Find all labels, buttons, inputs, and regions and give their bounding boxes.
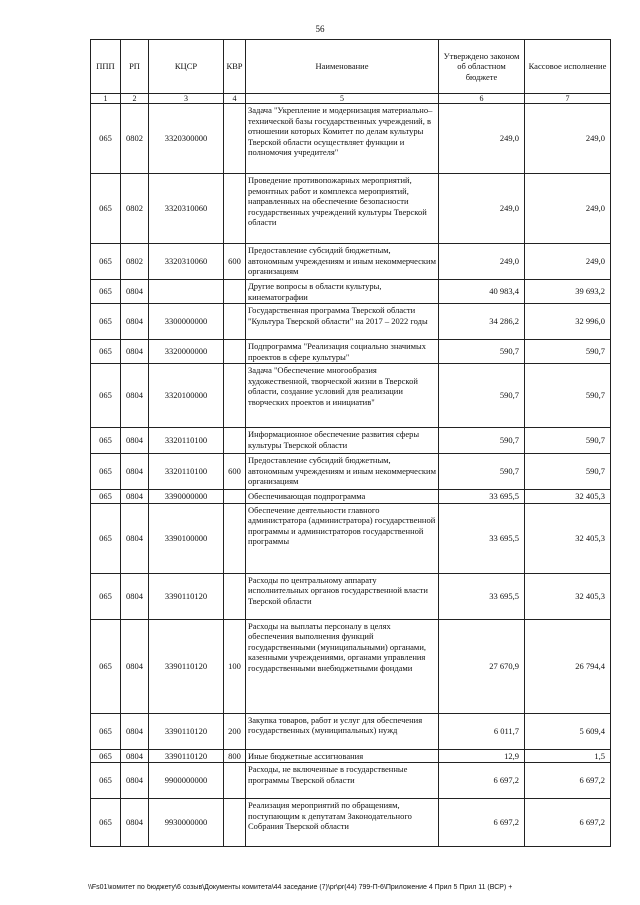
cell-kcsr: 3320000000 — [149, 340, 224, 364]
cell-kcsr: 3320310060 — [149, 244, 224, 280]
cell-name: Проведение противопожарных мероприятий, ремонтных работ и комплекса мероприятий, направленных на обеспечение безопасности государственных учреждений культуры Тверской области — [246, 174, 439, 244]
cell-kcsr: 3320110100 — [149, 428, 224, 454]
cell-executed: 590,7 — [525, 364, 611, 428]
table-row — [91, 763, 611, 799]
cell-ppp: 065 — [91, 573, 121, 619]
cell-kcsr: 3390110120 — [149, 573, 224, 619]
table-row — [91, 799, 611, 847]
header-kcsr: КЦСР — [149, 40, 224, 94]
cell-ppp: 065 — [91, 340, 121, 364]
cell-kcsr: 3390100000 — [149, 503, 224, 573]
cell-executed: 32 405,3 — [525, 573, 611, 619]
cell-kvr — [224, 340, 246, 364]
cell-executed: 249,0 — [525, 174, 611, 244]
cell-ppp: 065 — [91, 174, 121, 244]
cell-executed: 249,0 — [525, 244, 611, 280]
table-row — [91, 104, 611, 174]
cell-ppp: 065 — [91, 619, 121, 713]
cell-approved: 34 286,2 — [439, 304, 525, 340]
table-row — [91, 428, 611, 454]
cell-rp: 0804 — [121, 490, 149, 504]
cell-name: Задача "Укрепление и модернизация материально–технической базы государственных учреждений, в отношении которых Комитет по делам культуры Тверской области осуществляет функции и полномочия учредителя" — [246, 104, 439, 174]
cell-name: Обеспечивающая подпрограмма — [246, 490, 439, 504]
column-number: 7 — [525, 94, 611, 104]
table-row — [91, 304, 611, 340]
cell-ppp: 065 — [91, 799, 121, 847]
cell-ppp: 065 — [91, 490, 121, 504]
cell-approved: 590,7 — [439, 454, 525, 490]
cell-rp: 0804 — [121, 713, 149, 749]
cell-rp: 0802 — [121, 244, 149, 280]
cell-approved: 590,7 — [439, 428, 525, 454]
cell-executed: 5 609,4 — [525, 713, 611, 749]
cell-name: Расходы по центральному аппарату исполнительных органов государственной власти Тверской области — [246, 573, 439, 619]
cell-approved: 27 670,9 — [439, 619, 525, 713]
cell-kvr — [224, 428, 246, 454]
cell-kvr — [224, 304, 246, 340]
cell-name: Обеспечение деятельности главного администратора (администратора) государственной программы и администраторов государственной программы — [246, 503, 439, 573]
cell-rp: 0804 — [121, 503, 149, 573]
header-approved: Утверждено законом об областном бюджете — [439, 40, 525, 94]
column-number: 4 — [224, 94, 246, 104]
cell-kcsr: 3300000000 — [149, 304, 224, 340]
footer-file-path: \\Fs01\комитет по бюджету\6 созыв\Документы комитета\44 заседание (7)\pr\pr(44) 799-П-6\Приложение 4 Прил 5 Прил 11 (ВСР) + — [88, 884, 513, 891]
table-row — [91, 364, 611, 428]
cell-ppp: 065 — [91, 713, 121, 749]
cell-kcsr: 3390000000 — [149, 490, 224, 504]
cell-rp: 0804 — [121, 749, 149, 763]
cell-executed: 6 697,2 — [525, 799, 611, 847]
cell-approved: 249,0 — [439, 174, 525, 244]
table-row — [91, 174, 611, 244]
cell-ppp: 065 — [91, 428, 121, 454]
cell-kcsr: 3320300000 — [149, 104, 224, 174]
cell-approved: 249,0 — [439, 104, 525, 174]
cell-kcsr: 3390110120 — [149, 749, 224, 763]
cell-executed: 590,7 — [525, 454, 611, 490]
cell-rp: 0804 — [121, 280, 149, 304]
column-number: 2 — [121, 94, 149, 104]
header-rp: РП — [121, 40, 149, 94]
cell-name: Предоставление субсидий бюджетным, автономным учреждениям и иным некоммерческим организациям — [246, 454, 439, 490]
table-row — [91, 713, 611, 749]
cell-kcsr: 3390110120 — [149, 713, 224, 749]
cell-approved: 6 697,2 — [439, 799, 525, 847]
cell-kcsr: 3320110100 — [149, 454, 224, 490]
cell-approved: 33 695,5 — [439, 503, 525, 573]
table-row — [91, 503, 611, 573]
cell-name: Предоставление субсидий бюджетным, автономным учреждениям и иным некоммерческим организациям — [246, 244, 439, 280]
cell-executed: 32 405,3 — [525, 503, 611, 573]
table-row — [91, 280, 611, 304]
budget-table — [90, 39, 611, 847]
cell-ppp: 065 — [91, 763, 121, 799]
cell-kcsr: 3320310060 — [149, 174, 224, 244]
cell-executed: 590,7 — [525, 428, 611, 454]
column-number: 5 — [246, 94, 439, 104]
cell-rp: 0802 — [121, 174, 149, 244]
cell-ppp: 065 — [91, 280, 121, 304]
cell-kvr — [224, 763, 246, 799]
cell-kcsr — [149, 280, 224, 304]
cell-name: Реализация мероприятий по обращениям, поступающим к депутатам Законодательного Собрания Тверской области — [246, 799, 439, 847]
cell-executed: 249,0 — [525, 104, 611, 174]
table-header-row — [91, 40, 611, 94]
cell-ppp: 065 — [91, 454, 121, 490]
column-number-row — [91, 94, 611, 104]
cell-name: Другие вопросы в области культуры, кинематографии — [246, 280, 439, 304]
cell-kvr — [224, 104, 246, 174]
cell-kvr: 100 — [224, 619, 246, 713]
cell-approved: 590,7 — [439, 364, 525, 428]
cell-kvr: 200 — [224, 713, 246, 749]
cell-approved: 6 011,7 — [439, 713, 525, 749]
cell-kvr — [224, 799, 246, 847]
table-row — [91, 749, 611, 763]
cell-kvr — [224, 174, 246, 244]
cell-kvr — [224, 280, 246, 304]
cell-kvr — [224, 364, 246, 428]
cell-executed: 39 693,2 — [525, 280, 611, 304]
table-row — [91, 573, 611, 619]
cell-executed: 32 405,3 — [525, 490, 611, 504]
cell-rp: 0804 — [121, 364, 149, 428]
cell-kcsr: 3320100000 — [149, 364, 224, 428]
cell-kvr — [224, 573, 246, 619]
cell-executed: 6 697,2 — [525, 763, 611, 799]
cell-approved: 6 697,2 — [439, 763, 525, 799]
cell-executed: 26 794,4 — [525, 619, 611, 713]
cell-rp: 0802 — [121, 104, 149, 174]
header-name: Наименование — [246, 40, 439, 94]
header-ppp: ППП — [91, 40, 121, 94]
cell-rp: 0804 — [121, 304, 149, 340]
header-executed: Кассовое исполнение — [525, 40, 611, 94]
cell-ppp: 065 — [91, 749, 121, 763]
cell-approved: 590,7 — [439, 340, 525, 364]
cell-kcsr: 9930000000 — [149, 799, 224, 847]
column-number: 6 — [439, 94, 525, 104]
cell-ppp: 065 — [91, 503, 121, 573]
cell-ppp: 065 — [91, 304, 121, 340]
cell-name: Подпрограмма "Реализация социально значимых проектов в сфере культуры" — [246, 340, 439, 364]
cell-kcsr: 3390110120 — [149, 619, 224, 713]
header-kvr: КВР — [224, 40, 246, 94]
cell-executed: 1,5 — [525, 749, 611, 763]
page-number: 56 — [315, 24, 325, 34]
column-number: 3 — [149, 94, 224, 104]
cell-name: Информационное обеспечение развития сферы культуры Тверской области — [246, 428, 439, 454]
cell-executed: 32 996,0 — [525, 304, 611, 340]
cell-kcsr: 9900000000 — [149, 763, 224, 799]
cell-name: Закупка товаров, работ и услуг для обеспечения государственных (муниципальных) нужд — [246, 713, 439, 749]
cell-rp: 0804 — [121, 619, 149, 713]
cell-rp: 0804 — [121, 763, 149, 799]
cell-ppp: 065 — [91, 244, 121, 280]
cell-name: Государственная программа Тверской области "Культура Тверской области" на 2017 – 2022 годы — [246, 304, 439, 340]
table-row — [91, 340, 611, 364]
cell-rp: 0804 — [121, 428, 149, 454]
table-body — [91, 104, 611, 847]
cell-kvr: 800 — [224, 749, 246, 763]
table-row — [91, 490, 611, 504]
table-row — [91, 619, 611, 713]
cell-kvr — [224, 503, 246, 573]
cell-name: Задача "Обеспечение многообразия художественной, творческой жизни в Тверской области, создание условий для реализации творческих проектов и инициатив" — [246, 364, 439, 428]
table-row — [91, 454, 611, 490]
cell-rp: 0804 — [121, 340, 149, 364]
table-row — [91, 244, 611, 280]
cell-kvr — [224, 490, 246, 504]
cell-kvr: 600 — [224, 244, 246, 280]
cell-kvr: 600 — [224, 454, 246, 490]
cell-executed: 590,7 — [525, 340, 611, 364]
cell-name: Расходы на выплаты персоналу в целях обеспечения выполнения функций государственными (муниципальными) органами, казенными учреждениями, органами управления государственными внебюджетными фондами — [246, 619, 439, 713]
cell-approved: 249,0 — [439, 244, 525, 280]
cell-ppp: 065 — [91, 364, 121, 428]
cell-name: Иные бюджетные ассигнования — [246, 749, 439, 763]
cell-rp: 0804 — [121, 454, 149, 490]
cell-approved: 33 695,5 — [439, 573, 525, 619]
cell-ppp: 065 — [91, 104, 121, 174]
cell-approved: 40 983,4 — [439, 280, 525, 304]
cell-approved: 12,9 — [439, 749, 525, 763]
cell-rp: 0804 — [121, 573, 149, 619]
column-number: 1 — [91, 94, 121, 104]
cell-rp: 0804 — [121, 799, 149, 847]
cell-name: Расходы, не включенные в государственные программы Тверской области — [246, 763, 439, 799]
cell-approved: 33 695,5 — [439, 490, 525, 504]
